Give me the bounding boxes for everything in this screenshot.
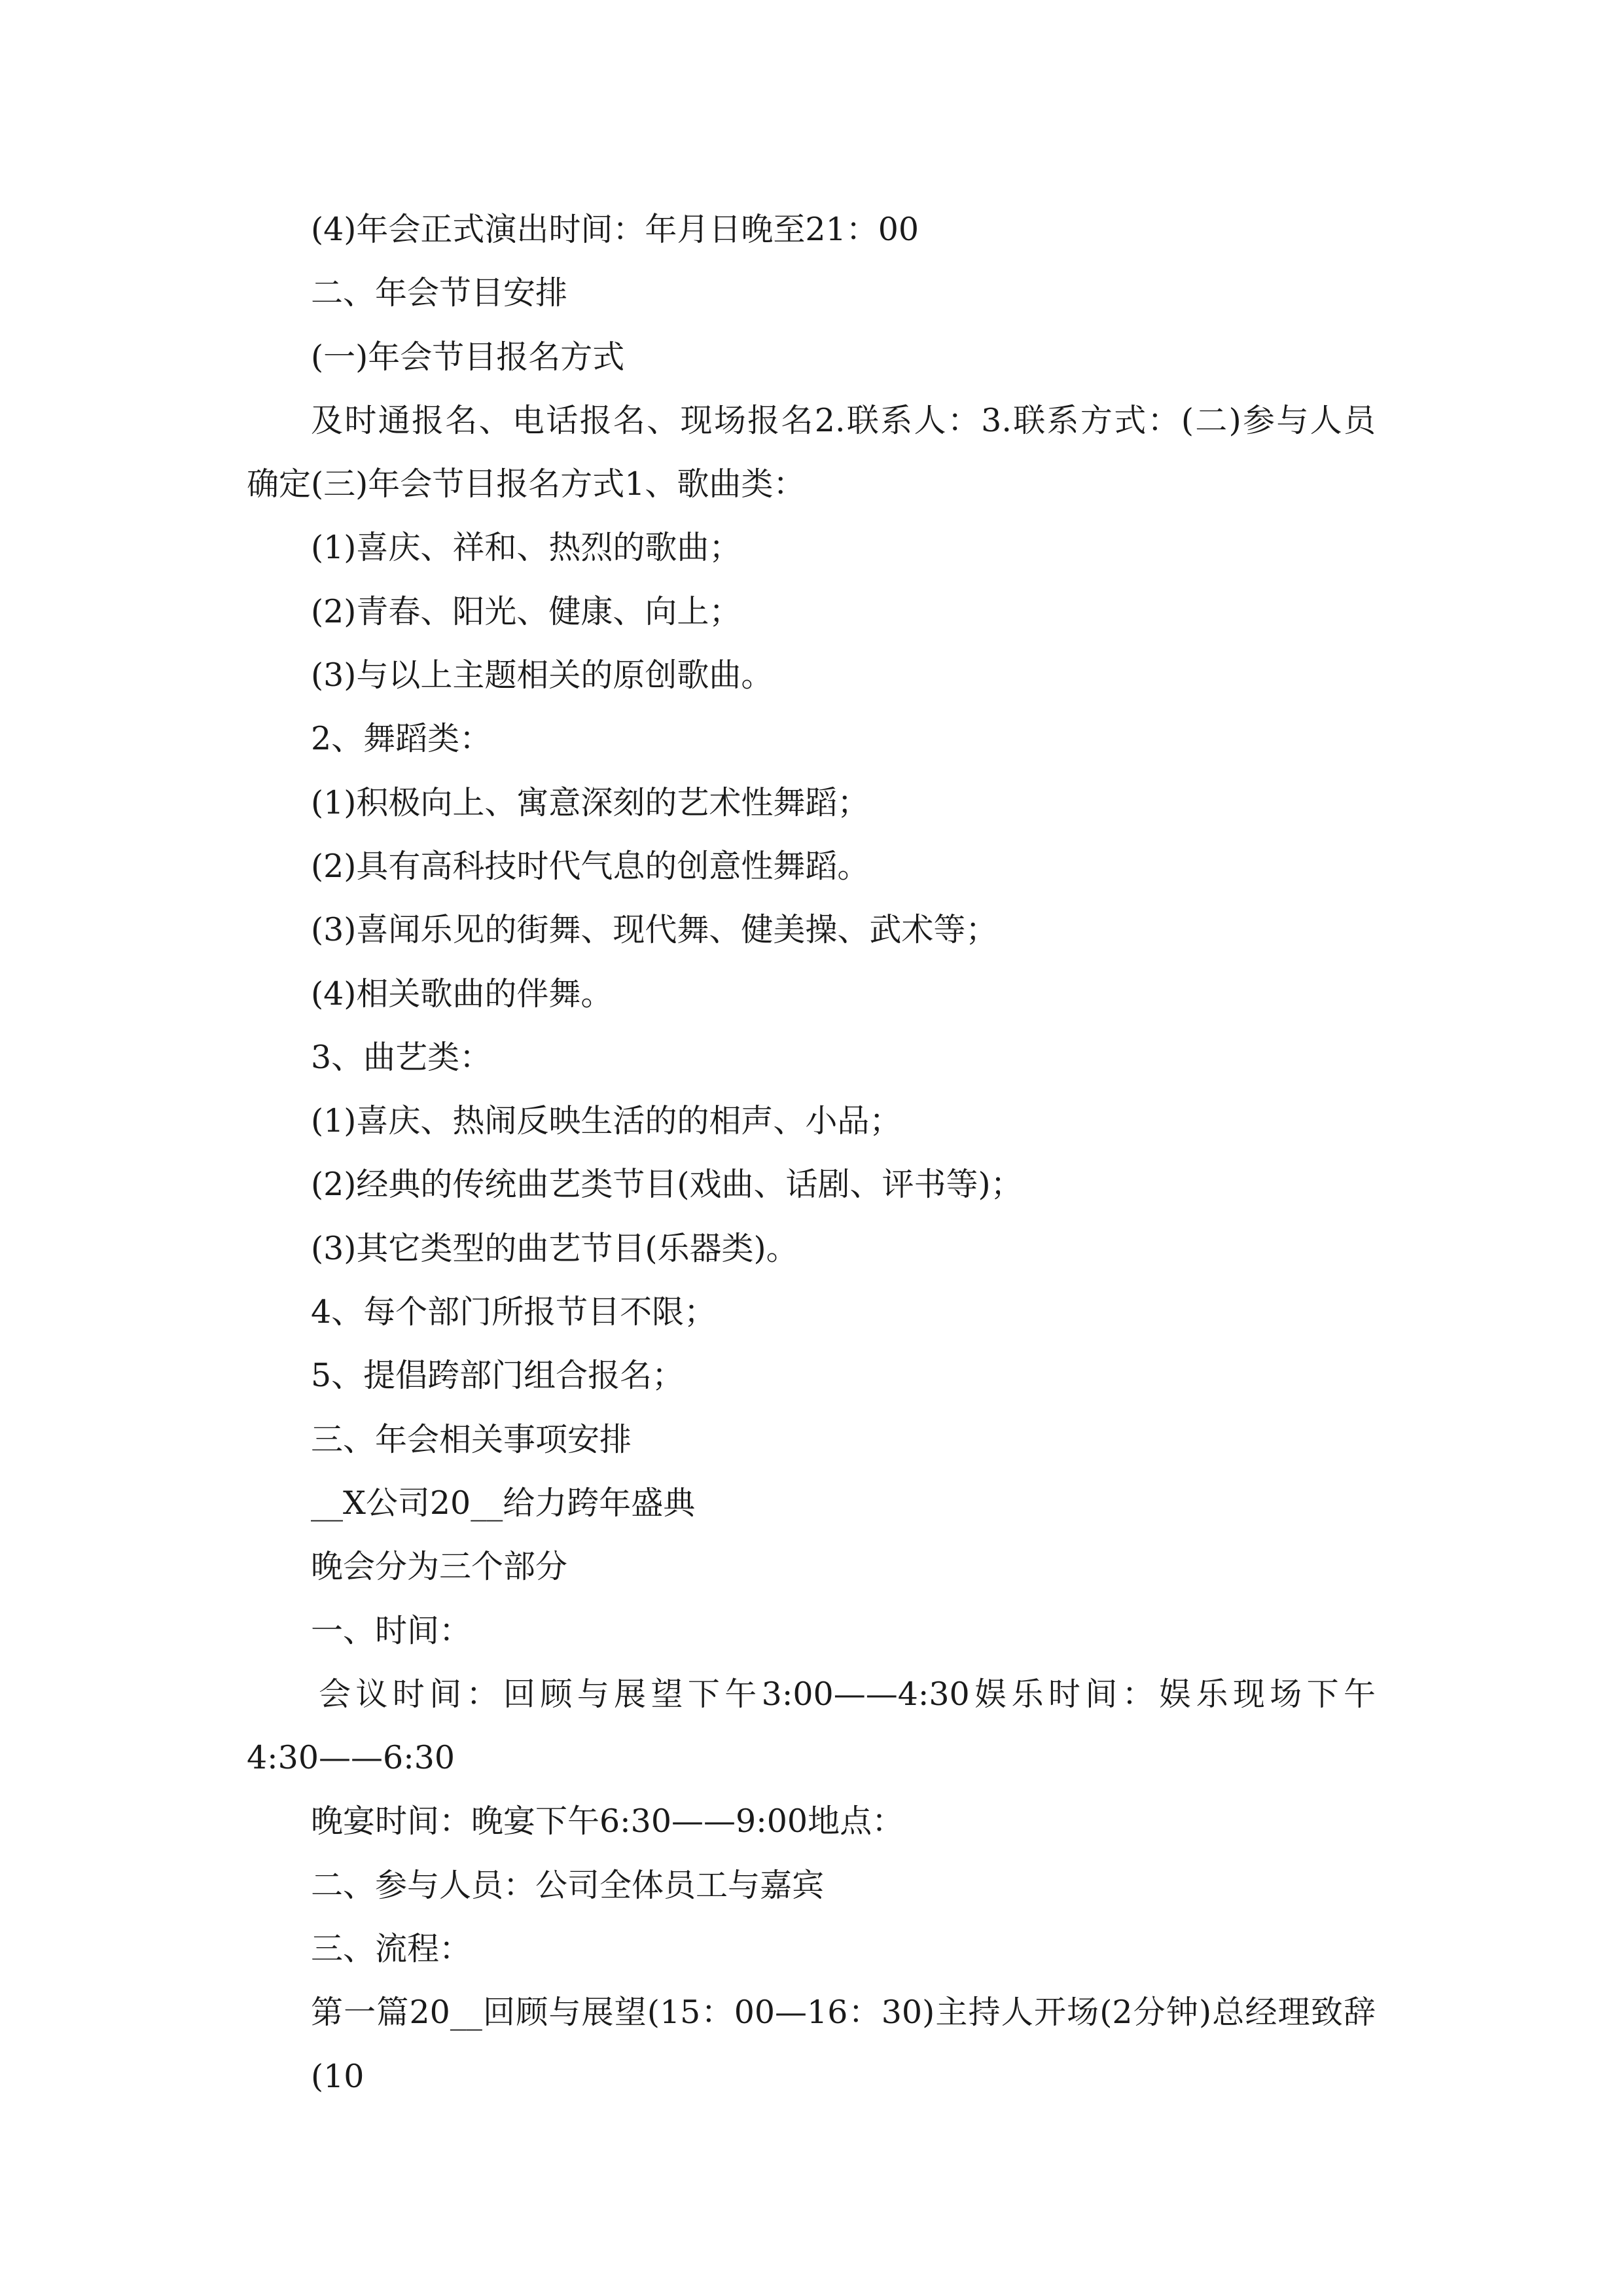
text-line-meeting-time: 会议时间：回顾与展望下午3:00——4:30娱乐时间：娱乐现场下午 (319, 1675, 1376, 1713)
text-line-three-parts: 晚会分为三个部分 (311, 1548, 568, 1586)
list-item-dance-2: (2)具有高科技时代气息的创意性舞蹈。 (311, 847, 870, 885)
heading-time: 一、时间： (311, 1611, 472, 1649)
category-dance: 2、舞蹈类： (311, 720, 492, 758)
text-line-meeting-time-continued: 4:30——6:30 (247, 1739, 455, 1777)
list-item-song-3: (3)与以上主题相关的原创歌曲。 (311, 656, 774, 694)
text-line-gala-title: __X公司20__给力跨年盛典 (311, 1484, 696, 1522)
list-item-quyi-3: (3)其它类型的曲艺节目(乐器类)。 (311, 1229, 798, 1267)
list-item-song-2: (2)青春、阳光、健康、向上； (311, 592, 741, 630)
rule-item-5: 5、提倡跨部门组合报名； (311, 1357, 685, 1395)
list-item-song-1: (1)喜庆、祥和、热烈的歌曲； (311, 529, 741, 567)
list-item-quyi-1: (1)喜庆、热闹反映生活的的相声、小品； (311, 1102, 902, 1140)
subheading-registration-method: (一)年会节目报名方式 (311, 338, 625, 376)
document-body (247, 198, 1376, 2095)
text-line-registration-continued: 确定(三)年会节目报名方式1、歌曲类： (247, 465, 806, 503)
text-line-dinner-time: 晚宴时间：晚宴下午6:30——9:00地点： (311, 1803, 904, 1840)
text-line-registration-details: 及时通报名、电话报名、现场报名2.联系人：3.联系方式：(二)参与人员 (311, 401, 1376, 439)
rule-item-4: 4、每个部门所报节目不限； (311, 1293, 717, 1331)
text-line-performance-time: (4)年会正式演出时间：年月日晚至21：00 (311, 211, 919, 248)
list-item-dance-1: (1)积极向上、寓意深刻的艺术性舞蹈； (311, 783, 870, 821)
category-quyi: 3、曲艺类： (311, 1038, 492, 1076)
list-item-quyi-2: (2)经典的传统曲艺类节目(戏曲、话剧、评书等)； (311, 1166, 1023, 1204)
heading-program-arrangement: 二、年会节目安排 (311, 274, 568, 312)
list-item-dance-4: (4)相关歌曲的伴舞。 (311, 975, 613, 1013)
list-item-dance-3: (3)喜闻乐见的街舞、现代舞、健美操、武术等； (311, 911, 998, 949)
text-line-part-one: 第一篇20__回顾与展望(15：00—16：30)主持人开场(2分钟)总经理致辞(10 (311, 1994, 1376, 2095)
heading-related-matters: 三、年会相关事项安排 (311, 1420, 632, 1458)
heading-participants: 二、参与人员：公司全体员工与嘉宾 (311, 1866, 825, 1904)
heading-process: 三、流程： (311, 1930, 472, 1968)
